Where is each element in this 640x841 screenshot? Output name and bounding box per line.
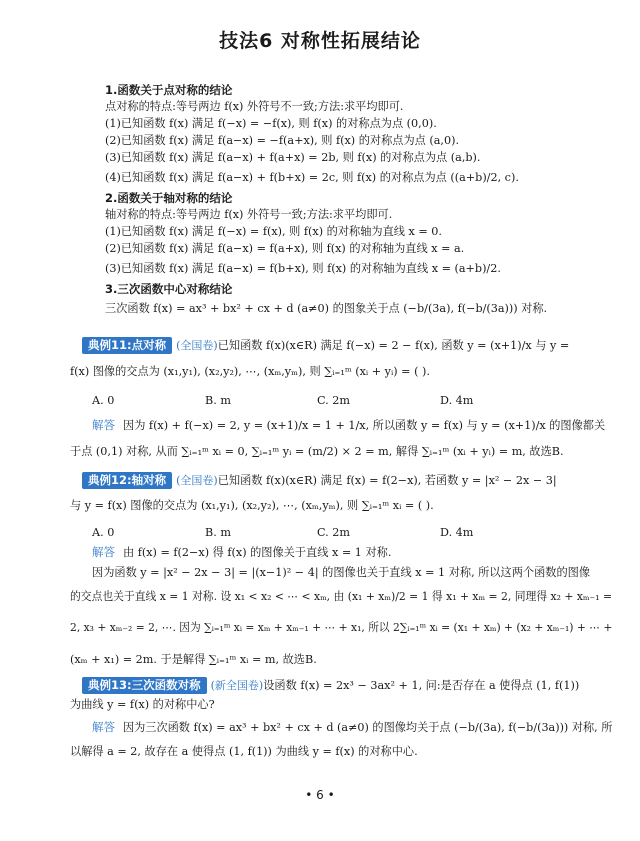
example-11-option-d: D. 4m [440, 394, 474, 407]
example-11-option-c: C. 2m [317, 394, 350, 407]
example-13-answer-label: 解答 [92, 720, 115, 734]
example-12-option-b: B. m [205, 526, 231, 539]
example-12-question-line-0 [82, 472, 557, 489]
example-11-answer-line-1: 于点 (0,1) 对称, 从而 ∑ᵢ₌₁ᵐ xᵢ = 0, ∑ᵢ₌₁ᵐ yᵢ = (m/2) × 2 = m, 解得 ∑ᵢ₌₁ᵐ (xᵢ + yᵢ) = m, 故选B. [70, 445, 564, 458]
example-13-answer-text-0: 因为三次函数 f(x) = ax³ + bx² + cx + d (a≠0) 的图像均关于点 (−b/(3a), f(−b/(3a))) 对称, 所 [122, 721, 613, 734]
example-12-answer-line-3: 2, x₃ + xₘ₋₂ = 2, ⋯. 因为 ∑ᵢ₌₁ᵐ xᵢ = xₘ + xₘ₋₁ + ⋯ + x₁, 所以 2∑ᵢ₌₁ᵐ xᵢ = (x₁ + xₘ) + (x₂ + xₘ₋₁) + ⋯ + [70, 621, 613, 634]
example-13-answer-line-1: 以解得 a = 2, 故存在 a 使得点 (1, f(1)) 为曲线 y = f(x) 的对称中心. [70, 745, 418, 758]
example-11-answer-text-0: 因为 f(x) + f(−x) = 2, y = (x+1)/x = 1 + 1/x, 所以函数 y = f(x) 与 y = (x+1)/x 的图像都关 [123, 419, 606, 432]
example-12-option-c: C. 2m [317, 526, 350, 539]
section-1-line-0: 点对称的特点:等号两边 f(x) 外符号不一致;方法:求平均即可. [105, 100, 404, 113]
example-13-source: (新全国卷) [210, 679, 264, 692]
example-13-answer-line-0 [92, 720, 612, 735]
example-11-question-text-0: 已知函数 f(x)(x∈R) 满足 f(−x) = 2 − f(x), 函数 y = (x+1)/x 与 y = [217, 339, 570, 352]
section-1-line-1: (1)已知函数 f(x) 满足 f(−x) = −f(x), 则 f(x) 的对称点为点 (0,0). [105, 117, 437, 130]
example-12-question-line-1: 与 y = f(x) 图像的交点为 (x₁,y₁), (x₂,y₂), ⋯, (xₘ,yₘ), 则 ∑ᵢ₌₁ᵐ xᵢ = ( ). [70, 499, 434, 512]
section-2-line-1: (1)已知函数 f(x) 满足 f(−x) = f(x), 则 f(x) 的对称轴为直线 x = 0. [105, 225, 442, 238]
section-1-line-3: (3)已知函数 f(x) 满足 f(a−x) + f(a+x) = 2b, 则 f(x) 的对称点为点 (a,b). [105, 151, 481, 164]
example-13-question-line-0 [82, 677, 579, 694]
section-3-line-0: 三次函数 f(x) = ax³ + bx² + cx + d (a≠0) 的图象关于点 (−b/(3a), f(−b/(3a))) 对称. [105, 302, 548, 315]
example-11-question-line-0 [82, 337, 569, 354]
example-11-question-line-1: f(x) 图像的交点为 (x₁,y₁), (x₂,y₂), ⋯, (xₘ,yₘ), 则 ∑ᵢ₌₁ᵐ (xᵢ + yᵢ) = ( ). [70, 365, 430, 378]
example-11-option-a: A. 0 [92, 394, 115, 407]
section-3-heading: 3.三次函数中心对称结论 [105, 282, 233, 296]
example-12-option-a: A. 0 [92, 526, 115, 539]
example-12-answer-label: 解答 [92, 545, 115, 559]
section-2-line-3: (3)已知函数 f(x) 满足 f(a−x) = f(b+x), 则 f(x) 的对称轴为直线 x = (a+b)/2. [105, 262, 501, 275]
example-13-question-line-1: 为曲线 y = f(x) 的对称中心? [70, 698, 215, 711]
example-12-answer-line-4: (xₘ + x₁) = 2m. 于是解得 ∑ᵢ₌₁ᵐ xᵢ = m, 故选B. [70, 653, 317, 666]
example-12-source: (全国卷) [176, 474, 218, 487]
example-12-answer-line-1: 因为函数 y = |x² − 2x − 3| = |(x−1)² − 4| 的图像也关于直线 x = 1 对称, 所以这两个函数的图像 [92, 566, 591, 579]
section-1-heading: 1.函数关于点对称的结论 [105, 83, 233, 97]
section-1-line-2: (2)已知函数 f(x) 满足 f(a−x) = −f(a+x), 则 f(x) 的对称点为点 (a,0). [105, 134, 460, 147]
example-11-option-b: B. m [205, 394, 231, 407]
section-2-line-2: (2)已知函数 f(x) 满足 f(a−x) = f(a+x), 则 f(x) 的对称轴为直线 x = a. [105, 242, 465, 255]
section-2-line-0: 轴对称的特点:等号两边 f(x) 外符号一致;方法:求平均即可. [105, 208, 393, 221]
page-number: • 6 • [305, 788, 335, 802]
example-12-answer-line-0 [92, 545, 391, 560]
section-2-heading: 2.函数关于轴对称的结论 [105, 191, 233, 205]
example-12-option-d: D. 4m [440, 526, 474, 539]
example-12-tag: 典例12:轴对称 [82, 472, 172, 489]
section-1-line-4: (4)已知函数 f(x) 满足 f(a−x) + f(b+x) = 2c, 则 f(x) 的对称点为点 ((a+b)/2, c). [105, 171, 519, 184]
example-12-answer-line-2: 的交点也关于直线 x = 1 对称. 设 x₁ < x₂ < ⋯ < xₘ, 由 (x₁ + xₘ)/2 = 1 得 x₁ + xₘ = 2, 同理得 x₂ + xₘ₋₁ = [70, 590, 613, 603]
example-13-tag: 典例13:三次函数对称 [82, 677, 207, 694]
example-12-answer-text-0: 由 f(x) = f(2−x) 得 f(x) 的图像关于直线 x = 1 对称. [123, 546, 392, 559]
example-13-question-text-0: 设函数 f(x) = 2x³ − 3ax² + 1, 问:是否存在 a 使得点 (1, f(1)) [263, 679, 580, 692]
page-title: 技法6 对称性拓展结论 [219, 30, 421, 52]
example-11-source: (全国卷) [176, 339, 218, 352]
example-12-question-text-0: 已知函数 f(x)(x∈R) 满足 f(x) = f(2−x), 若函数 y = |x² − 2x − 3| [217, 474, 557, 487]
example-11-answer-label: 解答 [92, 418, 115, 432]
example-11-tag: 典例11:点对称 [82, 337, 172, 354]
example-11-answer-line-0 [92, 418, 605, 433]
